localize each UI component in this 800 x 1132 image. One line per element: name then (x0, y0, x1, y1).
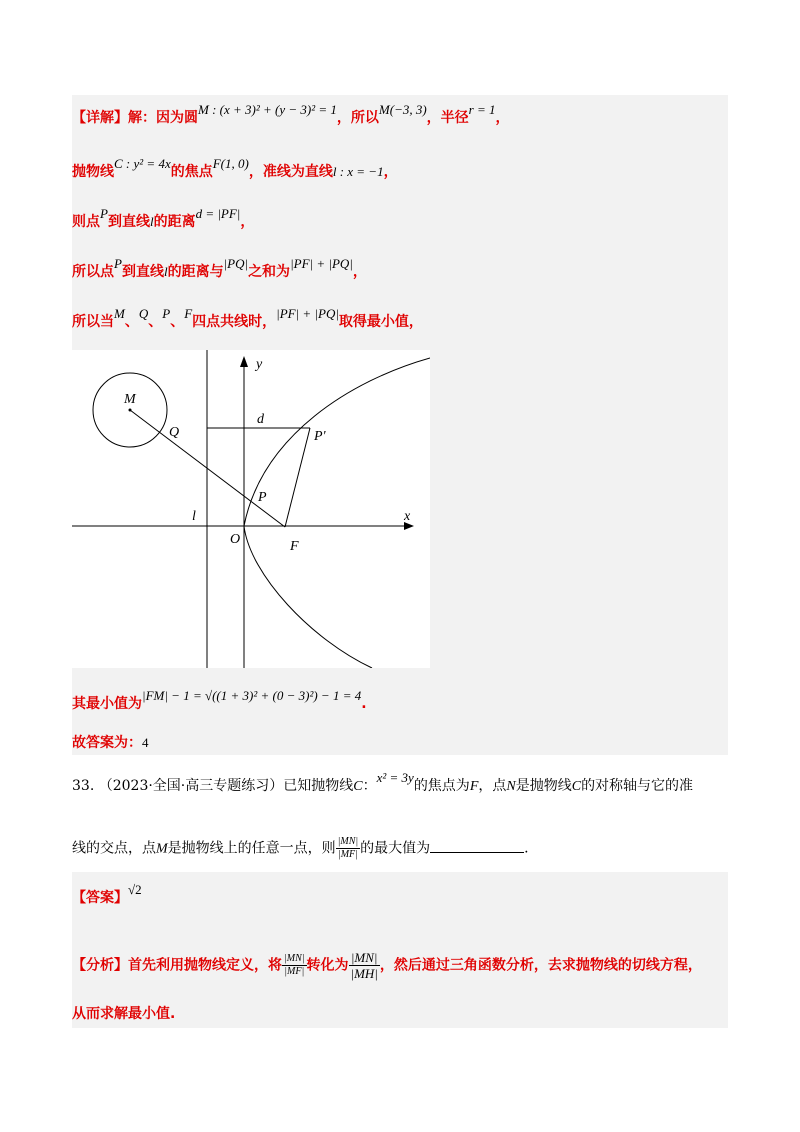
analysis-fraction-2: $\frac{|MN|}{|MH|}$ (350, 950, 378, 981)
detail-tag: 【详解】 (72, 110, 128, 126)
solution-line-3: 则点P到直线l的距离d = |PF|， (72, 206, 255, 230)
solution-line-1: 【详解】解：因为圆M : (x + 3)² + (y − 3)² = 1，所以M(−3, 3)，半径r = 1， (72, 102, 510, 126)
circle-equation: M : (x + 3)² + (y − 3)² = 1 (198, 102, 337, 117)
analysis-fraction-1: $\frac{|MN|}{|MF|}$ (284, 953, 305, 977)
question-33-line-2: 线的交点，点M是抛物线上的任意一点，则 $\frac{|MN|}{|MF|}$ 的最大值为 . (72, 836, 529, 860)
question-source: （2023·全国·高三专题练习） (98, 778, 284, 794)
solution-line-6: 其最小值为|FM| − 1 = √((1 + 3)² + (0 − 3)²) − 1 = 4. (72, 688, 367, 712)
solution-line-4: 所以点P到直线l的距离与|PQ|之和为|PF| + |PQ|， (72, 256, 367, 280)
answer-tag: 【答案】 (72, 890, 128, 906)
solution-line-2: 抛物线C : y² = 4x的焦点F(1, 0)，准线为直线l : x = −1， (72, 156, 398, 180)
label-f: F (290, 539, 299, 554)
question-33-line-1: 33. （2023·全国·高三专题练习）已知抛物线C：x² = 3y的焦点为F，点N是抛物线C的对称轴与它的准 (72, 770, 694, 794)
answer-line (72, 882, 142, 908)
distance-equation: d = |PF| (195, 206, 241, 221)
analysis-tag: 【分析】 (72, 957, 128, 974)
answer-blank (430, 840, 524, 853)
label-x: x (404, 509, 411, 524)
label-o: O (230, 532, 241, 547)
analysis-line-2: 从而求解最小值. (72, 1006, 176, 1022)
answer-value: √2 (128, 882, 142, 897)
analysis-line-1: 【分析】首先利用抛物线定义，将 $\frac{|MN|}{|MF|}$ 转化为 $\frac{|MN|}{|MH|}$ ，然后通过三角函数分析，去求抛物线的切线方程， (72, 950, 702, 981)
label-q: Q (169, 425, 180, 440)
question-number: 33. (72, 778, 95, 794)
focus-point: F(1, 0) (212, 156, 249, 171)
label-d: d (257, 412, 264, 427)
parabola-diagram (72, 350, 430, 668)
circle-center: M(−3, 3) (378, 102, 427, 117)
question-fraction: $\frac{|MN|}{|MF|}$ (337, 836, 359, 860)
label-y: y (256, 357, 263, 372)
label-p-prime: P' (314, 429, 326, 444)
question-parabola-equation: x² = 3y (376, 770, 414, 785)
solution-line-7: 故答案为：4 (72, 735, 149, 751)
minimum-value-equation: |FM| − 1 = √((1 + 3)² + (0 − 3)²) − 1 = 4 (142, 688, 362, 703)
final-answer-value: 4 (142, 735, 149, 750)
label-m: M (124, 392, 136, 407)
label-l: l (192, 509, 196, 524)
circle-radius: r = 1 (468, 102, 496, 117)
solution-line-5: 所以当M、Q、P、F四点共线时，|PF| + |PQ|取得最小值， (72, 306, 423, 330)
directrix-equation: l : x = −1 (332, 164, 384, 179)
label-p: P (258, 490, 267, 505)
parabola-equation: C : y² = 4x (114, 156, 171, 171)
